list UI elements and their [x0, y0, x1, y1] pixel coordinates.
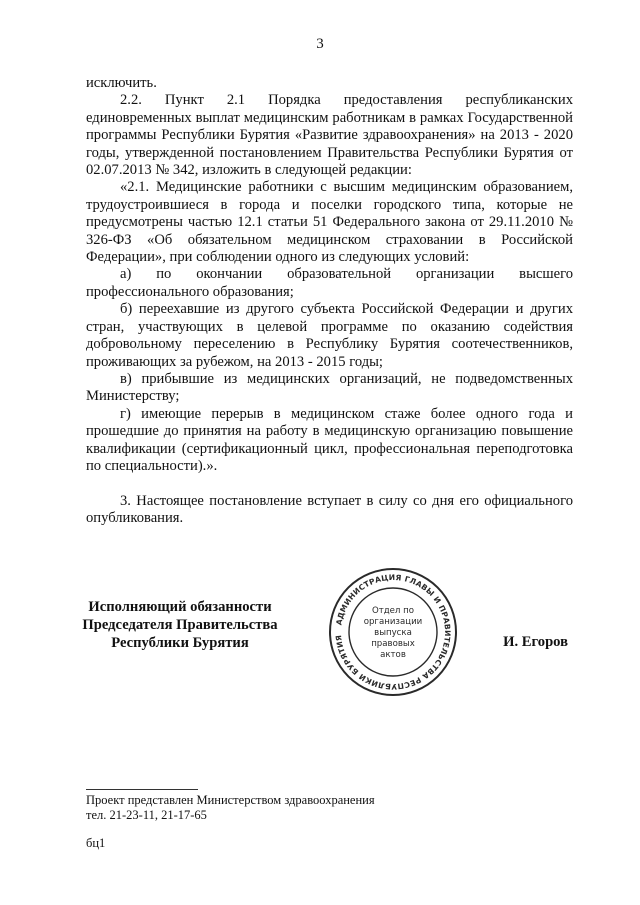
document-body	[86, 75, 573, 528]
signatory-line: Председателя Правительства	[82, 617, 278, 633]
signatory-title	[80, 598, 280, 652]
signatory-line: Исполняющий обязанности	[88, 599, 272, 615]
stamp-center-line: организации	[363, 617, 423, 627]
official-stamp	[327, 566, 459, 698]
footnote-line: Проект представлен Министерством здравоохранения	[86, 793, 375, 807]
document-code: бц1	[86, 836, 106, 850]
paragraph-3: 3. Настоящее постановление вступает в силу со дня его официального опубликования.	[86, 492, 573, 527]
condition-g: г) имеющие перерыв в медицинском стаже более одного года и прошедшие до принятия на работу в медицинскую организацию повышение квалификации (сертификационный цикл, профессиональная переподготовка по специальности).».	[86, 405, 573, 474]
stamp-center-line: правовых	[371, 639, 415, 649]
paragraph-2-1-quote: «2.1. Медицинские работники с высшим медицинским образованием, трудоустроившиеся в города и поселки городского типа, которые не предусмотрены частью 12.1 статьи 51 Федерального закона от 29.11.2010 № 326-ФЗ «Об обязательном медицинском страховании в Российской Федерации», при соблюдении одного из следующих условий:	[86, 179, 573, 266]
paragraph-continuation: исключить.	[86, 75, 157, 91]
stamp-center-line: актов	[380, 650, 406, 660]
signatory-line: Республики Бурятия	[111, 635, 249, 651]
condition-b: б) переехавшие из другого субъекта Российской Федерации и других стран, участвующих в целевой программе по оказанию содействия добровольному переселению в Республику Бурятия соотечественников, проживающих за рубежом, на 2013 - 2015 годы;	[86, 301, 573, 370]
stamp-center-line: Отдел по	[371, 606, 415, 616]
condition-a: а) по окончании образовательной организации высшего профессионального образования;	[86, 266, 573, 300]
stamp-seal-icon	[327, 566, 459, 698]
stamp-ring-text: АДМИНИСТРАЦИЯ ГЛАВЫ И ПРАВИТЕЛЬСТВА РЕСПУБЛИКИ БУРЯТИЯ	[334, 572, 453, 692]
footnote	[86, 793, 375, 823]
paragraph-2-2: 2.2. Пункт 2.1 Порядка предоставления республиканских единовременных выплат медицинским работникам в рамках Государственной программы Республики Бурятия «Развитие здравоохранения» на 2013 - 2020 годы, утвержденной постановлением Правительства Республики Бурятия от 02.07.2013 № 342, изложить в следующей редакции:	[86, 92, 573, 179]
stamp-center-line: выпуска	[374, 628, 412, 638]
signer-name: И. Егоров	[503, 634, 568, 650]
footnote-phone: тел. 21-23-11, 21-17-65	[86, 808, 207, 822]
condition-v: в) прибывшие из медицинских организаций, не подведомственных Министерству;	[86, 370, 573, 405]
footnote-divider	[86, 789, 198, 790]
page-number: 3	[316, 36, 324, 52]
